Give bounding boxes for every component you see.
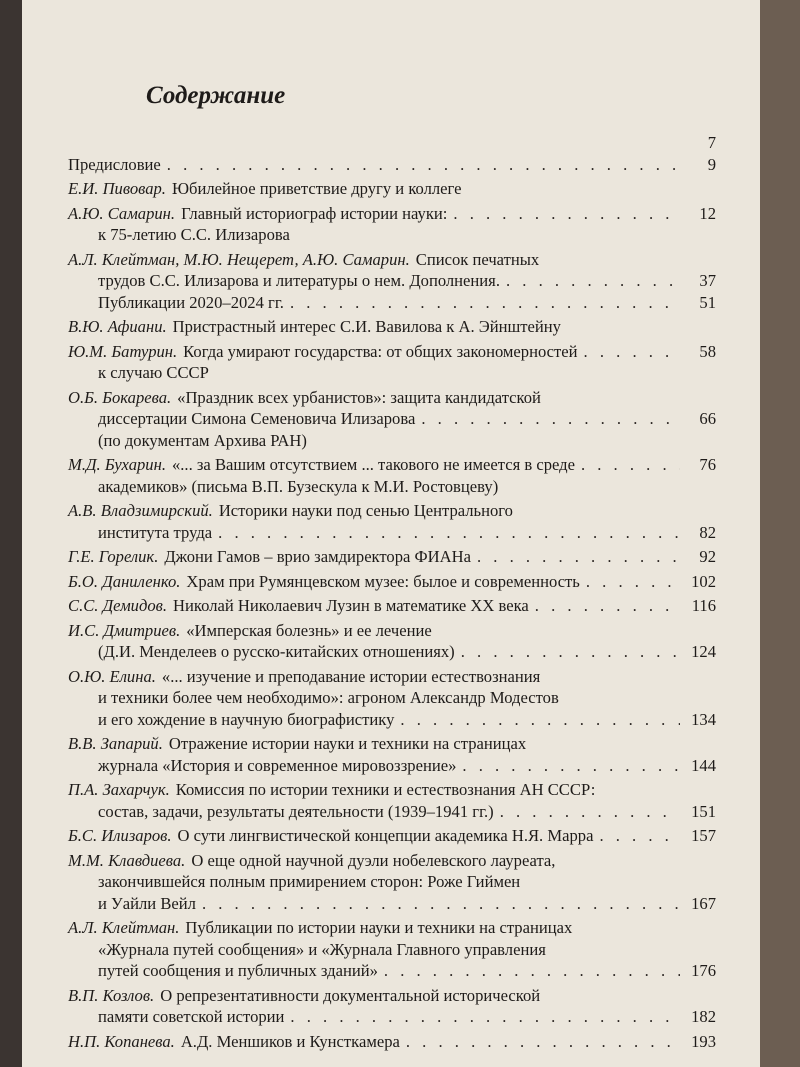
toc-page-number: 66 bbox=[699, 409, 716, 428]
toc-title: журнала «История и современное мировоззрение» bbox=[98, 755, 457, 775]
toc-line bbox=[68, 687, 716, 709]
toc-entry bbox=[68, 571, 716, 593]
toc-author: А.В. Владзимирский. bbox=[68, 501, 213, 520]
toc-author: В.В. Запарий. bbox=[68, 734, 163, 753]
toc-entry bbox=[68, 825, 716, 847]
dot-leader bbox=[290, 1006, 680, 1028]
book-spine bbox=[760, 0, 800, 1067]
toc-page-number: 176 bbox=[691, 961, 716, 980]
toc-line bbox=[68, 500, 716, 522]
toc-page-number: 182 bbox=[691, 1007, 716, 1026]
dot-leader bbox=[500, 801, 680, 823]
toc-line bbox=[68, 522, 716, 544]
toc-author: И.С. Дмитриев. bbox=[68, 620, 181, 640]
toc-line bbox=[68, 595, 716, 617]
toc-title: Джони Гамов – врио замдиректора ФИАНа bbox=[164, 547, 471, 566]
toc-author: С.С. Демидов. bbox=[68, 596, 168, 615]
toc-author: Б.О. Даниленко. bbox=[68, 571, 181, 591]
toc-page-number: 51 bbox=[699, 292, 716, 312]
toc-title: Юбилейное приветствие другу и коллеге bbox=[171, 179, 462, 198]
toc-author: Н.П. Копанева. bbox=[68, 1031, 175, 1051]
dot-leader bbox=[586, 571, 680, 593]
toc-title: Публикации 2020–2024 гг. bbox=[98, 292, 284, 312]
toc-author: М.Д. Бухарин. bbox=[68, 455, 166, 474]
toc-line bbox=[68, 939, 716, 961]
dot-leader bbox=[477, 546, 680, 568]
toc-title: Пристрастный интерес С.И. Вавилова к А. Эйнштейну bbox=[172, 317, 561, 336]
toc-page-number: 58 bbox=[699, 341, 716, 361]
toc-title: (Д.И. Менделеев о русско-китайских отношениях) bbox=[98, 642, 455, 661]
dot-leader bbox=[406, 1031, 680, 1053]
toc-page-number: 37 bbox=[699, 271, 716, 290]
toc-page-number: 82 bbox=[699, 522, 716, 542]
toc-page-number: 124 bbox=[691, 642, 716, 661]
toc-entry bbox=[68, 387, 716, 452]
toc-line bbox=[68, 641, 716, 663]
toc-line bbox=[68, 224, 716, 246]
toc-author: В.Ю. Афиани. bbox=[68, 317, 167, 336]
dot-leader bbox=[421, 408, 680, 430]
dot-leader bbox=[581, 454, 680, 476]
toc-line bbox=[68, 960, 716, 982]
toc-line bbox=[68, 985, 716, 1007]
toc-title: памяти советской истории bbox=[98, 1007, 285, 1026]
toc-author: Б.С. Илизаров. bbox=[68, 826, 172, 845]
toc-line bbox=[68, 755, 716, 777]
toc-entry bbox=[68, 203, 716, 246]
toc-line bbox=[68, 733, 716, 755]
toc-entry bbox=[68, 1031, 716, 1053]
toc-page-number: 116 bbox=[691, 596, 716, 615]
toc-title: и Уайли Вейл bbox=[98, 893, 196, 913]
toc-line bbox=[68, 387, 716, 409]
toc-entry bbox=[68, 178, 716, 200]
toc-title: «Праздник всех урбанистов»: защита кандидатской bbox=[177, 387, 541, 407]
toc-entry bbox=[68, 917, 716, 982]
toc-page-number: 7 bbox=[707, 133, 716, 152]
toc-title: Храм при Румянцевском музее: былое и современность bbox=[186, 571, 580, 591]
toc-title: Главный историограф истории науки: bbox=[181, 203, 448, 223]
toc-author: П.А. Захарчук. bbox=[68, 780, 170, 799]
toc-entry bbox=[68, 154, 716, 176]
toc-line bbox=[68, 620, 716, 642]
toc-line bbox=[68, 801, 716, 823]
toc-line bbox=[68, 154, 716, 176]
toc-line bbox=[68, 709, 716, 731]
toc-entry bbox=[68, 666, 716, 731]
toc-title: к 75-летию С.С. Илизарова bbox=[98, 225, 290, 244]
toc-title: Николай Николаевич Лузин в математике XX века bbox=[173, 596, 529, 615]
dot-leader bbox=[384, 960, 680, 982]
toc-author: А.Л. Клейтман. bbox=[68, 918, 180, 937]
toc-entry bbox=[68, 985, 716, 1028]
toc-line bbox=[68, 341, 716, 363]
dot-leader bbox=[453, 203, 680, 225]
toc-line bbox=[68, 316, 716, 338]
toc-line bbox=[68, 178, 716, 200]
toc-title: Когда умирают государства: от общих закономерностей bbox=[183, 341, 578, 361]
page-heading: Содержание bbox=[146, 82, 286, 109]
toc-title: О сути лингвистической концепции академика Н.Я. Марра bbox=[177, 826, 594, 845]
toc-line bbox=[68, 476, 716, 498]
toc-page-number: 151 bbox=[691, 801, 716, 821]
dot-leader bbox=[584, 341, 680, 363]
toc-page-number: 193 bbox=[691, 1031, 716, 1051]
toc-line bbox=[68, 779, 716, 801]
toc-title: закончившейся полным примирением сторон: Роже Гиймен bbox=[98, 872, 521, 891]
toc-entry bbox=[68, 595, 716, 617]
toc-line bbox=[68, 825, 716, 847]
toc-title: Публикации по истории науки и техники на страницах bbox=[185, 918, 573, 937]
toc-page-number: 9 bbox=[707, 154, 716, 174]
toc-page-number: 167 bbox=[691, 893, 716, 913]
toc-title: Отражение истории науки и техники на страницах bbox=[168, 734, 527, 753]
toc-author: Г.Е. Горелик. bbox=[68, 547, 159, 566]
toc-entry bbox=[68, 500, 716, 543]
book-page bbox=[22, 0, 760, 1067]
toc-page-number: 102 bbox=[691, 571, 716, 591]
toc-title: путей сообщения и публичных зданий» bbox=[98, 961, 378, 980]
toc-title: трудов С.С. Илизарова и литературы о нем. Дополнения. bbox=[98, 271, 500, 290]
toc-title: диссертации Симона Семеновича Илизарова bbox=[98, 409, 416, 428]
toc-page-number: 134 bbox=[691, 709, 716, 729]
toc-entry bbox=[68, 546, 716, 568]
toc-line bbox=[68, 270, 716, 292]
toc-title: института труда bbox=[98, 522, 213, 542]
toc-entry bbox=[68, 249, 716, 314]
toc-line bbox=[68, 666, 716, 688]
toc-line bbox=[68, 249, 716, 271]
toc-title: «... за Вашим отсутствием ... такового не имеется в среде bbox=[171, 455, 575, 474]
toc-page-number: 144 bbox=[691, 755, 716, 775]
toc-title: состав, задачи, результаты деятельности (1939–1941 гг.) bbox=[98, 801, 494, 821]
toc-author: О.Б. Бокарева. bbox=[68, 387, 172, 407]
toc-title: Список печатных bbox=[415, 249, 540, 269]
toc-page-number: 76 bbox=[699, 455, 716, 474]
toc-line bbox=[68, 871, 716, 893]
toc-line bbox=[68, 1006, 716, 1028]
toc-page-number: 92 bbox=[699, 547, 716, 566]
toc-line bbox=[68, 203, 716, 225]
toc-title: «... изучение и преподавание истории естествознания bbox=[161, 666, 541, 686]
toc-title: «Журнала путей сообщения» и «Журнала Главного управления bbox=[98, 939, 546, 959]
table-of-contents bbox=[68, 154, 716, 1053]
toc-page-number: 157 bbox=[691, 826, 716, 845]
toc-line bbox=[68, 362, 716, 384]
toc-title: О репрезентативности документальной исторической bbox=[160, 985, 541, 1005]
toc-title: «Имперская болезнь» и ее лечение bbox=[186, 620, 432, 640]
toc-line bbox=[68, 292, 716, 314]
toc-title: Историки науки под сенью Центрального bbox=[218, 501, 513, 520]
toc-line bbox=[68, 430, 716, 452]
toc-line bbox=[68, 546, 716, 568]
dot-leader bbox=[202, 893, 680, 915]
toc-author: М.М. Клавдиева. bbox=[68, 850, 186, 870]
toc-title: (по документам Архива РАН) bbox=[98, 430, 307, 450]
toc-entry bbox=[68, 779, 716, 822]
toc-author: А.Ю. Самарин. bbox=[68, 203, 176, 223]
dot-leader bbox=[218, 522, 680, 544]
toc-author: О.Ю. Елина. bbox=[68, 666, 156, 686]
toc-entry bbox=[68, 620, 716, 663]
toc-entry bbox=[68, 454, 716, 497]
toc-line bbox=[68, 454, 716, 476]
dot-leader bbox=[167, 154, 680, 176]
toc-entry bbox=[68, 850, 716, 915]
toc-entry bbox=[68, 316, 716, 338]
toc-title: и его хождение в научную биографистику bbox=[98, 709, 395, 729]
toc-page-number: 12 bbox=[699, 203, 716, 223]
toc-title: к случаю СССР bbox=[98, 363, 209, 382]
toc-line bbox=[68, 1031, 716, 1053]
toc-title: академиков» (письма В.П. Бузескула к М.И. Ростовцеву) bbox=[98, 476, 499, 496]
toc-entry bbox=[68, 341, 716, 384]
dot-leader bbox=[462, 755, 680, 777]
toc-author: Ю.М. Батурин. bbox=[68, 341, 178, 361]
toc-line bbox=[68, 893, 716, 915]
toc-title: и техники более чем необходимо»: агроном Александр Модестов bbox=[98, 688, 559, 707]
toc-title: Предисловие bbox=[68, 154, 161, 174]
toc-title: О еще одной научной дуэли нобелевского лауреата, bbox=[191, 850, 556, 870]
toc-entry bbox=[68, 733, 716, 776]
toc-title: Комиссия по истории техники и естествознания АН СССР: bbox=[175, 780, 596, 799]
dot-leader bbox=[461, 641, 680, 663]
toc-line bbox=[68, 917, 716, 939]
toc-author: А.Л. Клейтман, М.Ю. Нещерет, А.Ю. Самарин. bbox=[68, 249, 410, 269]
toc-author: В.П. Козлов. bbox=[68, 985, 155, 1005]
dot-leader bbox=[290, 292, 680, 314]
toc-line bbox=[68, 408, 716, 430]
dot-leader bbox=[400, 709, 680, 731]
dot-leader bbox=[599, 825, 680, 847]
toc-author: Е.И. Пивовар. bbox=[68, 179, 166, 198]
toc-line bbox=[68, 850, 716, 872]
toc-title: А.Д. Меншиков и Кунсткамера bbox=[180, 1031, 400, 1051]
dot-leader bbox=[506, 270, 680, 292]
toc-line bbox=[68, 571, 716, 593]
dot-leader bbox=[535, 595, 680, 617]
